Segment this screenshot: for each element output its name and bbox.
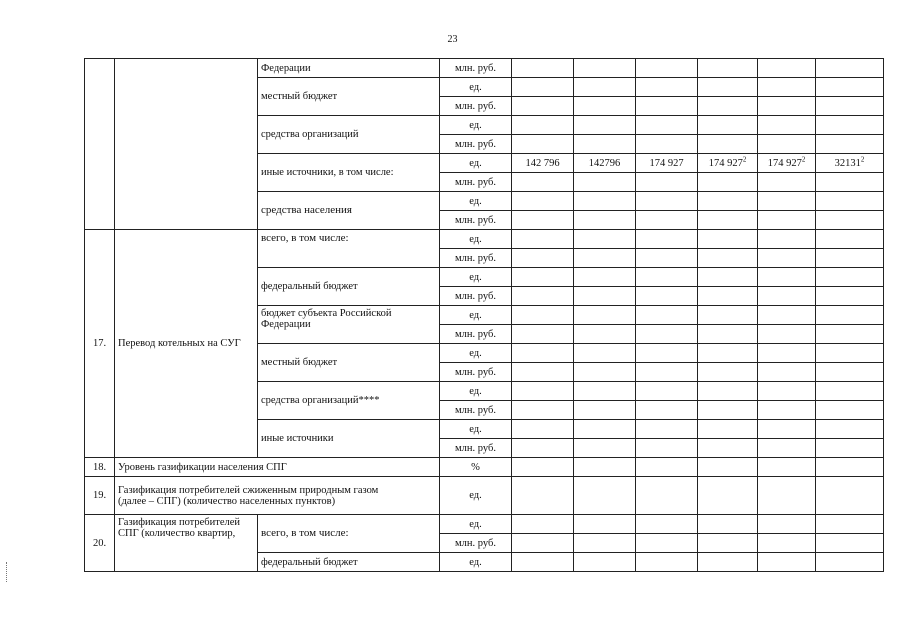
row-name: Уровень газификации населения СПГ [115,458,440,477]
row-number: 18. [85,458,115,477]
empty-cell [574,268,636,287]
empty-cell [816,230,884,249]
empty-cell [758,59,816,78]
empty-cell [574,325,636,344]
empty-cell [816,363,884,382]
row-name: Газификация потребителей СПГ (количество квартир, [115,515,258,572]
empty-cell [512,458,574,477]
empty-cell [636,230,698,249]
empty-cell [574,477,636,515]
empty-cell [758,78,816,97]
empty-cell [816,401,884,420]
unit-label: млн. руб. [440,249,512,268]
empty-cell [698,515,758,534]
unit-label: ед. [440,420,512,439]
empty-cell [512,211,574,230]
source-label: иные источники, в том числе: [258,154,440,192]
empty-cell [698,173,758,192]
empty-cell [758,135,816,154]
source-label: иные источники [258,420,440,458]
value-cell: 174 927 [636,154,698,173]
unit-label: ед. [440,515,512,534]
empty-cell [636,173,698,192]
empty-cell [698,287,758,306]
empty-cell [636,363,698,382]
empty-cell [574,287,636,306]
empty-cell [758,97,816,116]
empty-cell [512,59,574,78]
empty-cell [512,515,574,534]
unit-label: млн. руб. [440,173,512,192]
empty-cell [512,306,574,325]
empty-cell [512,401,574,420]
source-label: бюджет субъекта Российской Федерации [258,306,440,344]
empty-cell [574,192,636,211]
value-cell: 142 796 [512,154,574,173]
empty-cell [698,382,758,401]
source-label: средства населения [258,192,440,230]
empty-cell [512,230,574,249]
empty-cell [574,78,636,97]
unit-label: млн. руб. [440,401,512,420]
empty-cell [574,515,636,534]
empty-cell [698,363,758,382]
footnote-mark: 2 [742,155,747,163]
unit-label: ед. [440,192,512,211]
empty-cell [816,192,884,211]
empty-cell [636,382,698,401]
unit-label: млн. руб. [440,439,512,458]
empty-cell [698,135,758,154]
unit-label: ед. [440,382,512,401]
empty-cell [636,344,698,363]
row-number: 17. [85,230,115,458]
empty-cell [512,534,574,553]
empty-cell [636,306,698,325]
empty-cell [758,420,816,439]
empty-cell [816,173,884,192]
unit-label: ед. [440,116,512,135]
empty-cell [698,439,758,458]
empty-cell [636,401,698,420]
empty-cell [816,249,884,268]
scan-artifact [6,562,13,582]
empty-cell [758,116,816,135]
unit-label: ед. [440,230,512,249]
empty-cell [758,439,816,458]
empty-cell [698,249,758,268]
empty-cell [816,59,884,78]
empty-cell [512,116,574,135]
unit-label: ед. [440,268,512,287]
empty-cell [698,211,758,230]
unit-label: млн. руб. [440,135,512,154]
empty-cell [636,477,698,515]
empty-cell [816,287,884,306]
empty-cell [574,116,636,135]
empty-cell [816,211,884,230]
empty-cell [816,344,884,363]
empty-cell [816,534,884,553]
empty-cell [636,249,698,268]
row-number-cell [85,59,115,230]
empty-cell [512,363,574,382]
empty-cell [698,458,758,477]
empty-cell [636,192,698,211]
empty-cell [698,306,758,325]
source-label: Федерации [258,59,440,78]
table-row [85,515,884,534]
unit-label: млн. руб. [440,325,512,344]
empty-cell [636,268,698,287]
source-label: федеральный бюджет [258,268,440,306]
unit-label: ед. [440,344,512,363]
value-cell [698,154,758,173]
empty-cell [698,116,758,135]
empty-cell [758,211,816,230]
source-label: федеральный бюджет [258,553,440,572]
value-cell [758,154,816,173]
empty-cell [758,249,816,268]
empty-cell [816,553,884,572]
empty-cell [758,382,816,401]
value-text: 174 927 [708,157,743,169]
empty-cell [512,325,574,344]
empty-cell [636,287,698,306]
empty-cell [512,477,574,515]
empty-cell [512,173,574,192]
footnote-mark: 2 [860,155,865,163]
empty-cell [636,78,698,97]
empty-cell [758,192,816,211]
empty-cell [512,249,574,268]
empty-cell [512,344,574,363]
empty-cell [574,420,636,439]
empty-cell [574,59,636,78]
row-name-cell [115,59,258,230]
empty-cell [698,192,758,211]
empty-cell [758,458,816,477]
table-row [85,230,884,249]
empty-cell [574,135,636,154]
empty-cell [512,553,574,572]
empty-cell [512,439,574,458]
empty-cell [698,325,758,344]
program-indicators-table [84,58,884,572]
empty-cell [758,230,816,249]
unit-label: млн. руб. [440,534,512,553]
empty-cell [574,439,636,458]
row-name: Перевод котельных на СУГ [115,230,258,458]
empty-cell [574,249,636,268]
empty-cell [758,477,816,515]
page-number: 23 [447,34,458,45]
empty-cell [758,173,816,192]
empty-cell [636,439,698,458]
empty-cell [758,287,816,306]
empty-cell [512,382,574,401]
empty-cell [636,534,698,553]
empty-cell [816,78,884,97]
empty-cell [574,401,636,420]
empty-cell [636,59,698,78]
empty-cell [512,78,574,97]
unit-label: ед. [440,154,512,173]
empty-cell [816,325,884,344]
empty-cell [698,401,758,420]
empty-cell [574,458,636,477]
value-text: 32131 [834,157,861,169]
empty-cell [816,268,884,287]
empty-cell [636,97,698,116]
empty-cell [636,515,698,534]
empty-cell [574,382,636,401]
empty-cell [574,211,636,230]
empty-cell [636,553,698,572]
empty-cell [758,363,816,382]
empty-cell [636,420,698,439]
empty-cell [698,477,758,515]
empty-cell [816,135,884,154]
empty-cell [574,230,636,249]
empty-cell [698,97,758,116]
empty-cell [816,477,884,515]
empty-cell [758,401,816,420]
empty-cell [698,344,758,363]
empty-cell [698,420,758,439]
empty-cell [574,534,636,553]
empty-cell [698,553,758,572]
empty-cell [636,325,698,344]
empty-cell [698,78,758,97]
empty-cell [758,553,816,572]
empty-cell [698,59,758,78]
empty-cell [636,211,698,230]
source-label: всего, в том числе: [258,515,440,553]
empty-cell [816,116,884,135]
row-number: 19. [85,477,115,515]
empty-cell [574,344,636,363]
empty-cell [816,420,884,439]
empty-cell [512,268,574,287]
empty-cell [816,458,884,477]
unit-label: ед. [440,306,512,325]
unit-label: млн. руб. [440,287,512,306]
empty-cell [758,515,816,534]
empty-cell [758,325,816,344]
table-row [85,477,884,515]
unit-label: ед. [440,477,512,515]
table-row [85,458,884,477]
unit-label: ед. [440,553,512,572]
empty-cell [512,192,574,211]
empty-cell [816,306,884,325]
value-text: 174 927 [767,157,802,169]
empty-cell [698,268,758,287]
value-cell [816,154,884,173]
unit-label: млн. руб. [440,97,512,116]
empty-cell [816,382,884,401]
empty-cell [512,287,574,306]
source-label: местный бюджет [258,344,440,382]
empty-cell [574,173,636,192]
empty-cell [636,116,698,135]
footnote-mark: 2 [801,155,806,163]
empty-cell [758,534,816,553]
empty-cell [636,458,698,477]
unit-label: % [440,458,512,477]
empty-cell [512,420,574,439]
source-label: средства организаций**** [258,382,440,420]
unit-label: млн. руб. [440,211,512,230]
row-name: Газификация потребителей сжиженным природным газом (далее – СПГ) (количество населенных пунктов) [115,477,440,515]
value-cell: 142796 [574,154,636,173]
empty-cell [574,363,636,382]
source-label: средства организаций [258,116,440,154]
table-row [85,59,884,78]
empty-cell [574,306,636,325]
empty-cell [816,515,884,534]
empty-cell [636,135,698,154]
empty-cell [574,553,636,572]
unit-label: млн. руб. [440,59,512,78]
empty-cell [698,230,758,249]
row-number: 20. [85,515,115,572]
unit-label: ед. [440,78,512,97]
empty-cell [758,306,816,325]
empty-cell [512,135,574,154]
empty-cell [758,344,816,363]
unit-label: млн. руб. [440,363,512,382]
source-label: местный бюджет [258,78,440,116]
empty-cell [816,97,884,116]
source-label: всего, в том числе: [258,230,440,268]
empty-cell [512,97,574,116]
empty-cell [758,268,816,287]
empty-cell [574,97,636,116]
empty-cell [698,534,758,553]
empty-cell [816,439,884,458]
